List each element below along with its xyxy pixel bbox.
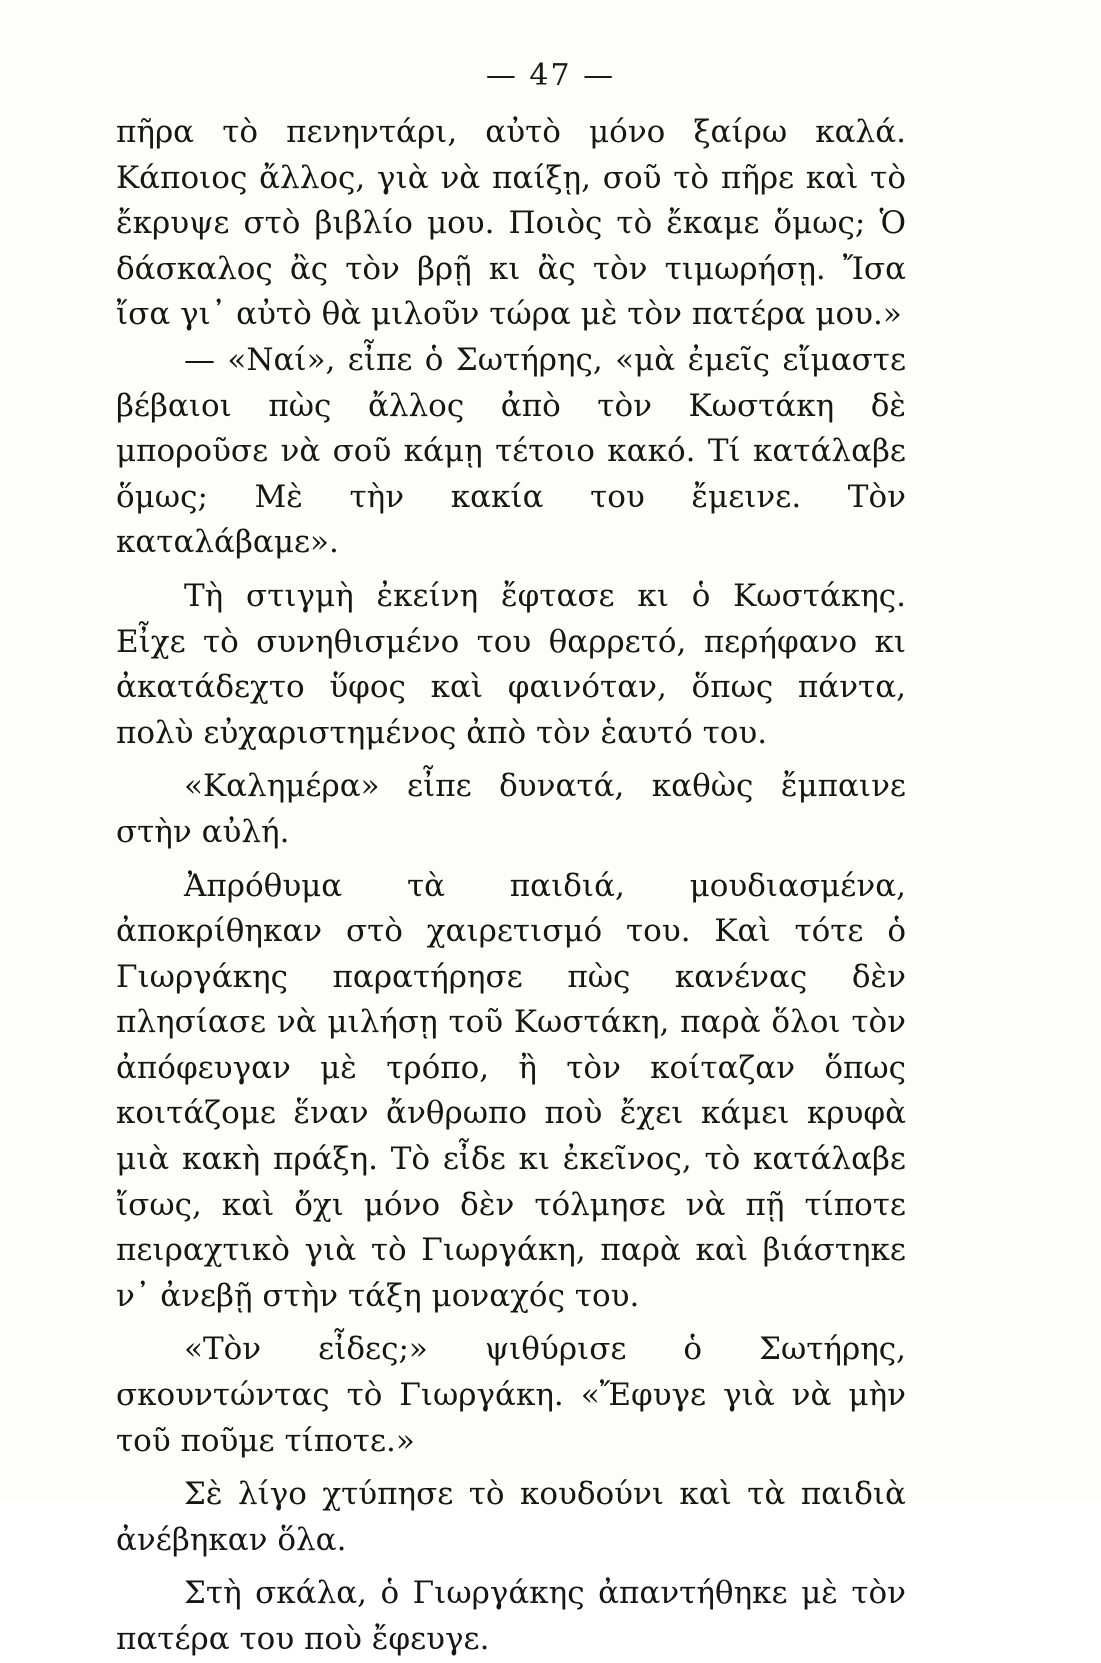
paragraph: «Καλημέρα» εἶπε δυνατά, καθὼς ἔμπαινε στὴν αὐλή. <box>116 768 906 850</box>
paragraph: — «Ναί», εἶπε ὁ Σωτήρης, «μὰ ἐμεῖς εἴμαστε βέβαιοι πὼς ἄλλος ἀπὸ τὸν Κωστάκη δὲ μποροῦσε νὰ σοῦ κάμῃ τέτοιο κακό. Τί κατάλαβε ὅμως; Μὲ τὴν κακία του ἔμεινε. Τὸν καταλάβαμε». <box>116 341 906 561</box>
paragraph: Στὴ σκάλα, ὁ Γιωργάκης ἀπαντήθηκε μὲ τὸν πατέρα του ποὺ ἔφευγε. <box>116 1575 906 1657</box>
page-number: — 47 — <box>485 58 616 93</box>
paragraph: Τὴ στιγμὴ ἐκείνη ἔφτασε κι ὁ Κωστάκης. Εἶχε τὸ συνηθισμένο του θαρρετό, περήφανο κι ἀκατάδεχτο ὕφος καὶ φαινόταν, ὅπως πάντα, πολὺ εὐχαριστημένος ἀπὸ τὸν ἑαυτό του. <box>116 577 906 751</box>
paragraph: Ἀπρόθυμα τὰ παιδιά, μουδιασμένα, ἀποκρίθηκαν στὸ χαιρετισμό του. Καὶ τότε ὁ Γιωργάκης παρατήρησε πὼς κανένας δὲν πλησίασε νὰ μιλήσῃ τοῦ Κωστάκη, παρὰ ὅλοι τὸν ἀπόφευγαν μὲ τρόπο, ἢ τὸν κοίταζαν ὅπως κοιτάζομε ἕναν ἄνθρωπο ποὺ ἔχει κάμει κρυφὰ μιὰ κακὴ πράξη. Τὸ εἶδε κι ἐκεῖνος, τὸ κατάλαβε ἴσως, καὶ ὄχι μόνο δὲν τόλμησε νὰ πῇ τίποτε πειραχτικὸ γιὰ τὸ Γιωργάκη, παρὰ καὶ βιάστηκε ν᾿ ἀνεβῇ στὴν τάξη μοναχός του. <box>116 867 906 1314</box>
paragraph: Σὲ λίγο χτύπησε τὸ κουδούνι καὶ τὰ παιδιὰ ἀνέβηκαν ὅλα. <box>116 1476 906 1558</box>
body-text <box>116 110 906 1663</box>
paragraph: «Τὸν εἶδες;» ψιθύρισε ὁ Σωτήρης, σκουντώντας τὸ Γιωργάκη. «Ἔφυγε γιὰ νὰ μὴν τοῦ ποῦμε τίποτε.» <box>116 1331 906 1459</box>
paragraph: πῆρα τὸ πενηντάρι, αὐτὸ μόνο ξαίρω καλά. Κάποιος ἄλλος, γιὰ νὰ παίξῃ, σοῦ τὸ πῆρε καὶ τὸ ἔκρυψε στὸ βιβλίο μου. Ποιὸς τὸ ἔκαμε ὅμως; Ὁ δάσκαλος ἂς τὸν βρῇ κι ἂς τὸν τιμωρήσῃ. Ἴσα ἴσα γι᾿ αὐτὸ θὰ μιλοῦν τώρα μὲ τὸν πατέρα μου.» <box>116 114 906 333</box>
